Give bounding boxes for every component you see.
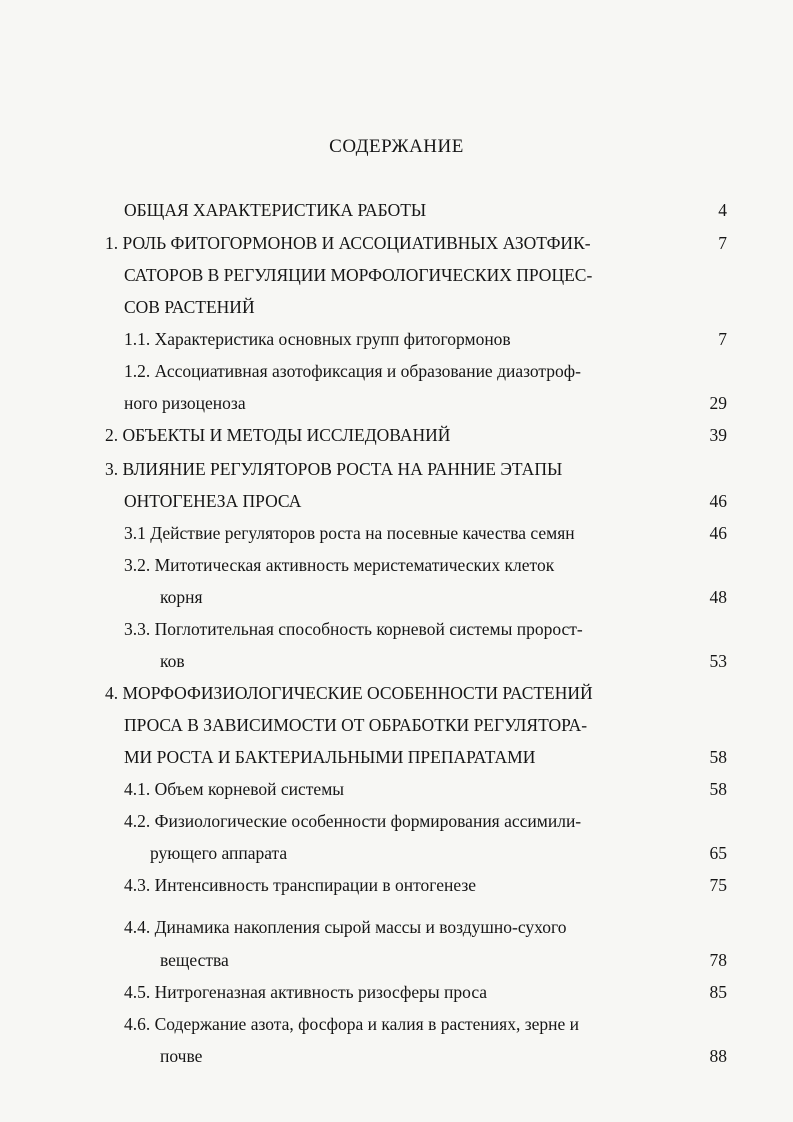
toc-entry-text: вещества xyxy=(160,950,229,970)
toc-entry-text: МИ РОСТА И БАКТЕРИАЛЬНЫМИ ПРЕПАРАТАМИ xyxy=(124,747,536,767)
toc-entry-text: ОБЩАЯ ХАРАКТЕРИСТИКА РАБОТЫ xyxy=(124,200,427,220)
toc-page-number: 4 xyxy=(718,200,727,220)
toc-entry-text: 4.4. Динамика накопления сырой массы и воздушно-сухого xyxy=(124,917,567,937)
toc-entry-text: 4.6. Содержание азота, фосфора и калия в растениях, зерне и xyxy=(124,1014,579,1034)
toc-entry-text: 4.2. Физиологические особенности формирования ассимили- xyxy=(124,811,582,831)
toc-entry-text: корня xyxy=(160,587,203,607)
toc-page-number: 46 xyxy=(709,491,727,511)
toc-entry-text: 4.3. Интенсивность транспирации в онтогенезе xyxy=(124,875,477,895)
toc-entry-text: 3.2. Митотическая активность меристематических клеток xyxy=(124,555,555,575)
toc-page-number: 88 xyxy=(709,1046,727,1066)
toc-entry-text: ного ризоценоза xyxy=(124,393,246,413)
toc-page-number: 65 xyxy=(709,843,727,863)
toc-entry-text: 1.2. Ассоциативная азотофиксация и образование диазотроф- xyxy=(124,361,581,381)
toc-page-number: 58 xyxy=(709,747,727,767)
toc-entry-text: 4.1. Объем корневой системы xyxy=(124,779,345,799)
toc-page-number: 85 xyxy=(709,982,727,1002)
toc-page-number: 58 xyxy=(709,779,727,799)
toc-entry-text: ков xyxy=(160,651,185,671)
toc-entry-text: 3. ВЛИЯНИЕ РЕГУЛЯТОРОВ РОСТА НА РАННИЕ ЭТАПЫ xyxy=(105,459,563,479)
toc-entry-text: СОВ РАСТЕНИЙ xyxy=(124,297,255,317)
toc-entry-text: ПРОСА В ЗАВИСИМОСТИ ОТ ОБРАБОТКИ РЕГУЛЯТОРА- xyxy=(124,715,588,735)
toc-page-number: 78 xyxy=(709,950,727,970)
page-title: СОДЕРЖАНИЕ xyxy=(329,136,464,157)
toc-page-number: 53 xyxy=(709,651,727,671)
toc-entry-text: 4.5. Нитрогеназная активность ризосферы проса xyxy=(124,982,488,1002)
toc-page-number: 7 xyxy=(718,329,727,349)
toc-entry-text: 1. РОЛЬ ФИТОГОРМОНОВ И АССОЦИАТИВНЫХ АЗОТФИК- xyxy=(105,233,591,253)
toc-page-number: 39 xyxy=(709,425,727,445)
toc-entry-text: 1.1. Характеристика основных групп фитогормонов xyxy=(124,329,511,349)
toc-entry-text: почве xyxy=(160,1046,203,1066)
toc-page-number: 46 xyxy=(709,523,727,543)
toc-entry-text: 4. МОРФОФИЗИОЛОГИЧЕСКИЕ ОСОБЕННОСТИ РАСТЕНИЙ xyxy=(105,683,593,703)
toc-page-number: 7 xyxy=(718,233,727,253)
toc-entry-text: рующего аппарата xyxy=(150,843,288,863)
toc-entry-text: 3.3. Поглотительная способность корневой системы пророст- xyxy=(124,619,583,639)
toc-page-number: 75 xyxy=(709,875,727,895)
toc-entry-text: САТОРОВ В РЕГУЛЯЦИИ МОРФОЛОГИЧЕСКИХ ПРОЦЕС- xyxy=(124,265,593,285)
toc-entry-text: 2. ОБЪЕКТЫ И МЕТОДЫ ИССЛЕДОВАНИЙ xyxy=(105,425,451,445)
toc-entry-text: 3.1 Действие регуляторов роста на посевные качества семян xyxy=(124,523,575,543)
toc-page-number: 48 xyxy=(709,587,727,607)
toc-page-number: 29 xyxy=(709,393,727,413)
toc-entry-text: ОНТОГЕНЕЗА ПРОСА xyxy=(124,491,302,511)
